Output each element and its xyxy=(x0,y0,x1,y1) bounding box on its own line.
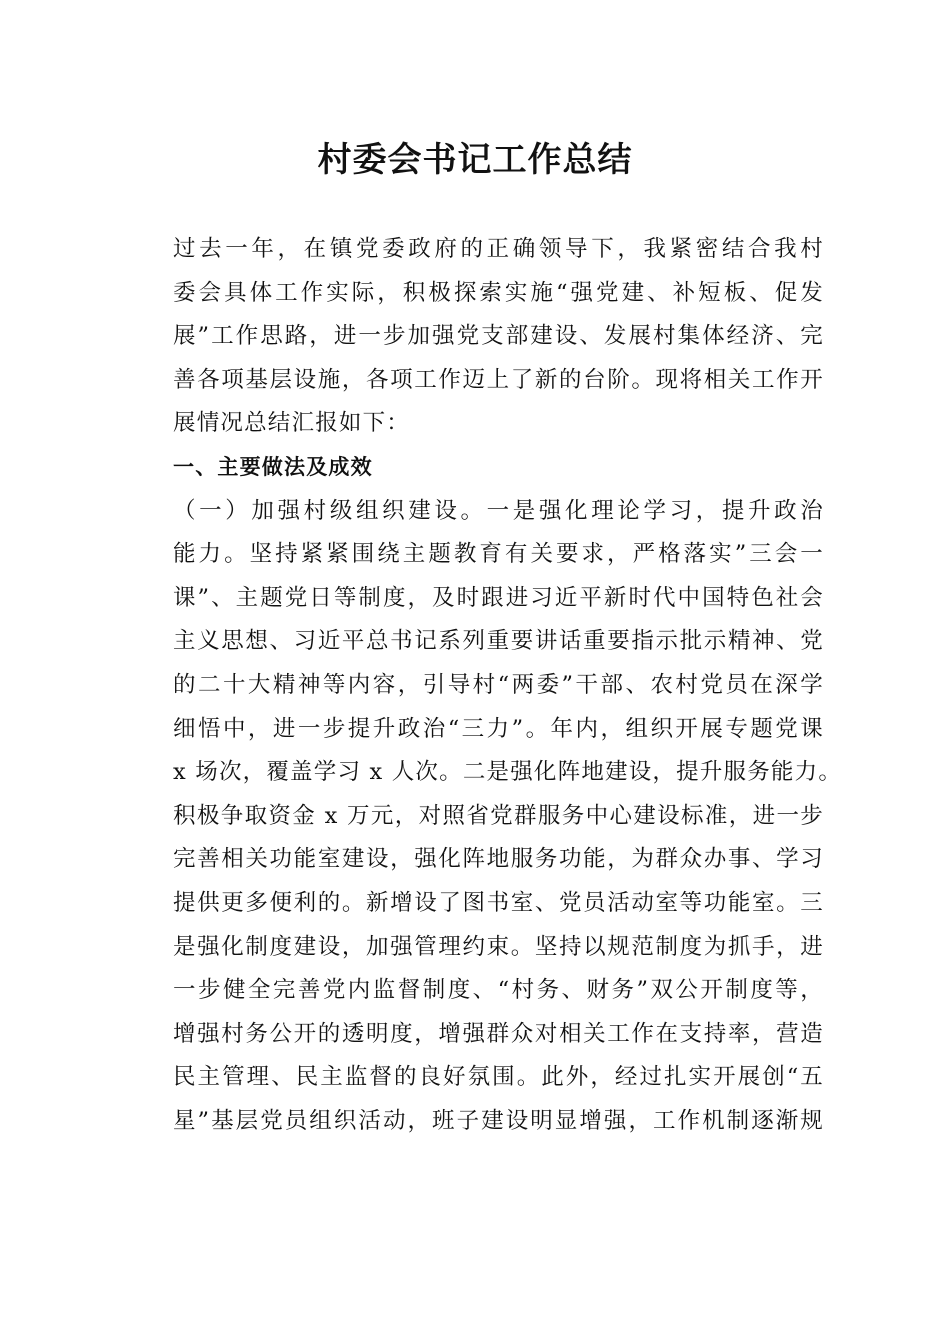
intro-line: 展”工作思路，进一步加强党支部建设、发展村集体经济、完 xyxy=(173,323,824,350)
section-line: 课”、主题党日等制度，及时跟进习近平新时代中国特色社会 xyxy=(173,584,824,611)
section-line: 能力。坚持紧紧围绕主题教育有关要求，严格落实”三会一 xyxy=(173,541,824,568)
section-line: 积极争取资金 x 万元，对照省党群服务中心建设标准，进一步 xyxy=(173,802,824,829)
section-line: 是强化制度建设，加强管理约束。坚持以规范制度为抓手，进 xyxy=(173,933,824,960)
section-heading: 一、主要做法及成效 xyxy=(173,454,373,479)
section-line: 的二十大精神等内容，引导村“两委”干部、农村党员在深学 xyxy=(173,671,824,698)
section-line: x 场次，覆盖学习 x 人次。二是强化阵地建设，提升服务能力。 xyxy=(173,759,843,786)
intro-line: 展情况总结汇报如下： xyxy=(173,410,411,437)
document-title: 村委会书记工作总结 xyxy=(317,140,633,180)
section-line: 提供更多便利的。新增设了图书室、党员活动室等功能室。三 xyxy=(173,889,824,916)
section-line: 星”基层党员组织活动，班子建设明显增强，工作机制逐渐规 xyxy=(173,1107,824,1134)
document-body xyxy=(128,228,843,1143)
section-line: 增强村务公开的透明度，增强群众对相关工作在支持率，营造 xyxy=(173,1020,824,1047)
intro-line: 善各项基层设施，各项工作迈上了新的台阶。现将相关工作开 xyxy=(173,366,824,393)
section-line: 细悟中，进一步提升政治“三力”。年内，组织开展专题党课 xyxy=(173,715,824,742)
section-line: 一步健全完善党内监督制度、“村务、财务”双公开制度等， xyxy=(173,977,824,1004)
intro-line: 委会具体工作实际，积极探索实施“强党建、补短板、促发 xyxy=(173,279,824,306)
section-line: 主义思想、习近平总书记系列重要讲话重要指示批示精神、党 xyxy=(173,628,824,655)
intro-paragraph xyxy=(128,228,824,446)
section-line: 完善相关功能室建设，强化阵地服务功能，为群众办事、学习 xyxy=(173,846,824,873)
section-line: 民主管理、民主监督的良好氛围。此外，经过扎实开展创“五 xyxy=(173,1064,824,1091)
intro-line: 过去一年，在镇党委政府的正确领导下，我紧密结合我村 xyxy=(173,236,824,262)
section-paragraph xyxy=(128,490,843,1144)
section-line: （一）加强村级组织建设。一是强化理论学习，提升政治 xyxy=(173,497,824,524)
